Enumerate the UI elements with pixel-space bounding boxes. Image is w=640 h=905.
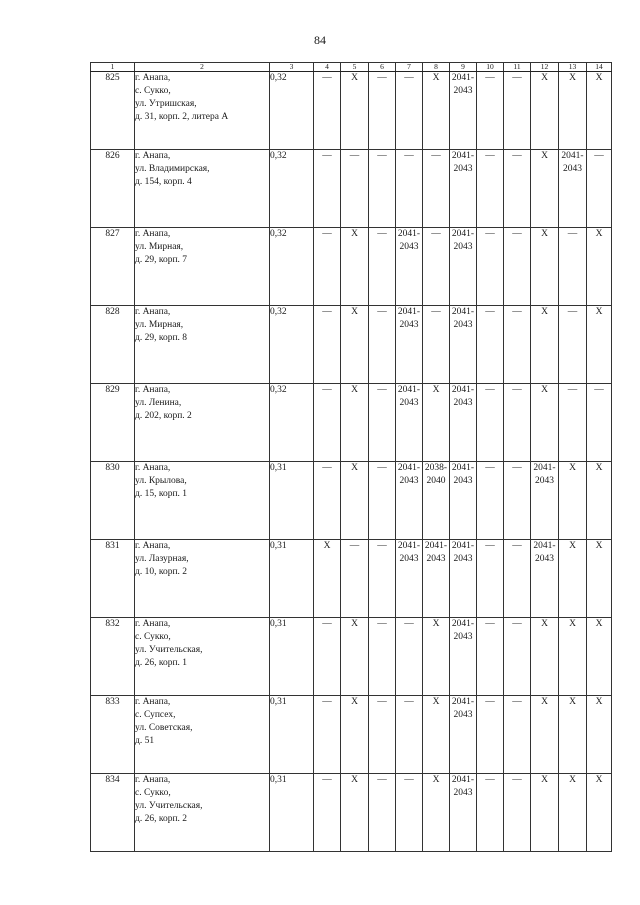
mark-cell: — <box>369 306 396 384</box>
column-header: 3 <box>270 63 314 72</box>
mark-cell: Х <box>423 618 450 696</box>
mark-cell: — <box>504 540 531 618</box>
mark-cell: 2041- 2043 <box>450 72 477 150</box>
mark-cell: — <box>369 72 396 150</box>
mark-cell: — <box>559 384 587 462</box>
address-line: д. 29, корп. 7 <box>135 255 188 265</box>
row-number: 830 <box>91 462 135 540</box>
mark-cell: Х <box>341 462 369 540</box>
row-number: 833 <box>91 696 135 774</box>
mark-cell: — <box>314 618 341 696</box>
row-number: 831 <box>91 540 135 618</box>
mark-cell: 2041- 2043 <box>396 462 423 540</box>
mark-cell: Х <box>587 306 612 384</box>
mark-cell: — <box>396 696 423 774</box>
mark-cell: Х <box>341 618 369 696</box>
mark-cell: — <box>477 774 504 852</box>
mark-cell: — <box>423 150 450 228</box>
address-cell <box>135 384 270 462</box>
register-table <box>90 62 612 852</box>
table-row <box>91 540 612 618</box>
mark-cell: Х <box>587 462 612 540</box>
mark-cell: 2041- 2043 <box>450 540 477 618</box>
address-line: д. 26, корп. 1 <box>135 658 188 668</box>
row-number: 832 <box>91 618 135 696</box>
address-line: д. 29, корп. 8 <box>135 333 188 343</box>
column-header: 11 <box>504 63 531 72</box>
row-number: 827 <box>91 228 135 306</box>
mark-cell: 2041- 2043 <box>450 306 477 384</box>
area-value: 0,32 <box>270 306 314 384</box>
mark-cell: Х <box>559 774 587 852</box>
address-line: г. Анапа, <box>135 151 171 161</box>
mark-cell: 2041- 2043 <box>396 306 423 384</box>
mark-cell: Х <box>531 696 559 774</box>
table-row <box>91 306 612 384</box>
column-header: 6 <box>369 63 396 72</box>
address-line: с. Супсех, <box>135 710 176 720</box>
address-line: д. 51 <box>135 736 155 746</box>
address-line: ул. Ленина, <box>135 398 182 408</box>
mark-cell: Х <box>341 228 369 306</box>
address-line: г. Анапа, <box>135 229 171 239</box>
row-number: 828 <box>91 306 135 384</box>
mark-cell: 2041- 2043 <box>396 228 423 306</box>
table-row <box>91 774 612 852</box>
address-line: д. 15, корп. 1 <box>135 489 188 499</box>
mark-cell: Х <box>559 72 587 150</box>
mark-cell: — <box>504 228 531 306</box>
mark-cell: — <box>369 150 396 228</box>
mark-cell: — <box>369 540 396 618</box>
mark-cell: — <box>314 306 341 384</box>
area-value: 0,31 <box>270 462 314 540</box>
mark-cell: Х <box>531 228 559 306</box>
address-cell <box>135 72 270 150</box>
mark-cell: — <box>314 384 341 462</box>
row-number: 829 <box>91 384 135 462</box>
address-cell <box>135 228 270 306</box>
table-row <box>91 462 612 540</box>
mark-cell: Х <box>423 384 450 462</box>
address-cell <box>135 696 270 774</box>
mark-cell: — <box>477 696 504 774</box>
mark-cell: 2041- 2043 <box>450 462 477 540</box>
mark-cell: — <box>369 774 396 852</box>
mark-cell: Х <box>531 72 559 150</box>
table-row <box>91 384 612 462</box>
mark-cell: — <box>369 462 396 540</box>
address-cell <box>135 618 270 696</box>
table-row <box>91 696 612 774</box>
mark-cell: 2041- 2043 <box>450 774 477 852</box>
mark-cell: — <box>369 384 396 462</box>
mark-cell: 2041- 2043 <box>423 540 450 618</box>
mark-cell: — <box>504 618 531 696</box>
address-cell <box>135 306 270 384</box>
address-cell <box>135 774 270 852</box>
area-value: 0,31 <box>270 774 314 852</box>
mark-cell: 2041- 2043 <box>450 150 477 228</box>
address-line: ул. Утришская, <box>135 99 197 109</box>
address-line: г. Анапа, <box>135 541 171 551</box>
column-header: 1 <box>91 63 135 72</box>
mark-cell: 2041- 2043 <box>450 228 477 306</box>
mark-cell: — <box>559 306 587 384</box>
address-line: д. 202, корп. 2 <box>135 411 192 421</box>
mark-cell: 2041- 2043 <box>396 384 423 462</box>
mark-cell: Х <box>559 540 587 618</box>
mark-cell: Х <box>559 618 587 696</box>
mark-cell: Х <box>423 774 450 852</box>
mark-cell: Х <box>341 696 369 774</box>
address-line: д. 10, корп. 2 <box>135 567 188 577</box>
address-cell <box>135 540 270 618</box>
area-value: 0,31 <box>270 540 314 618</box>
address-line: г. Анапа, <box>135 307 171 317</box>
mark-cell: — <box>477 384 504 462</box>
column-header: 7 <box>396 63 423 72</box>
table-row <box>91 72 612 150</box>
mark-cell: — <box>477 150 504 228</box>
address-line: д. 31, корп. 2, литера А <box>135 112 229 122</box>
table-row <box>91 618 612 696</box>
mark-cell: — <box>341 540 369 618</box>
mark-cell: — <box>504 72 531 150</box>
mark-cell: Х <box>587 228 612 306</box>
address-line: ул. Мирная, <box>135 320 184 330</box>
mark-cell: Х <box>531 306 559 384</box>
mark-cell: Х <box>587 618 612 696</box>
address-line: ул. Учительская, <box>135 645 203 655</box>
mark-cell: Х <box>423 696 450 774</box>
mark-cell: Х <box>531 618 559 696</box>
mark-cell: — <box>314 72 341 150</box>
column-header: 12 <box>531 63 559 72</box>
address-line: д. 26, корп. 2 <box>135 814 188 824</box>
address-line: с. Сукко, <box>135 86 171 96</box>
mark-cell: 2041- 2043 <box>450 384 477 462</box>
mark-cell: — <box>587 384 612 462</box>
mark-cell: Х <box>531 774 559 852</box>
mark-cell: — <box>396 774 423 852</box>
column-header: 5 <box>341 63 369 72</box>
column-header: 2 <box>135 63 270 72</box>
mark-cell: — <box>369 228 396 306</box>
address-line: г. Анапа, <box>135 697 171 707</box>
mark-cell: Х <box>587 774 612 852</box>
mark-cell: — <box>504 384 531 462</box>
mark-cell: Х <box>341 774 369 852</box>
mark-cell: — <box>314 696 341 774</box>
mark-cell: Х <box>341 72 369 150</box>
mark-cell: — <box>504 150 531 228</box>
address-line: д. 154, корп. 4 <box>135 177 192 187</box>
mark-cell: — <box>477 618 504 696</box>
mark-cell: Х <box>587 696 612 774</box>
mark-cell: — <box>477 462 504 540</box>
area-value: 0,32 <box>270 72 314 150</box>
address-line: ул. Мирная, <box>135 242 184 252</box>
mark-cell: — <box>504 696 531 774</box>
address-line: ул. Лазурная, <box>135 554 189 564</box>
mark-cell: — <box>587 150 612 228</box>
column-header: 10 <box>477 63 504 72</box>
table-body <box>91 72 612 852</box>
address-line: г. Анапа, <box>135 775 171 785</box>
address-line: ул. Учительская, <box>135 801 203 811</box>
row-number: 826 <box>91 150 135 228</box>
mark-cell: — <box>504 306 531 384</box>
address-cell <box>135 462 270 540</box>
table-row <box>91 150 612 228</box>
mark-cell: Х <box>341 306 369 384</box>
mark-cell: 2038- 2040 <box>423 462 450 540</box>
area-value: 0,32 <box>270 150 314 228</box>
mark-cell: — <box>314 774 341 852</box>
mark-cell: — <box>477 228 504 306</box>
column-header: 8 <box>423 63 450 72</box>
row-number: 834 <box>91 774 135 852</box>
mark-cell: — <box>477 72 504 150</box>
mark-cell: 2041- 2043 <box>450 696 477 774</box>
address-line: г. Анапа, <box>135 619 171 629</box>
row-number: 825 <box>91 72 135 150</box>
area-value: 0,31 <box>270 618 314 696</box>
mark-cell: 2041- 2043 <box>450 618 477 696</box>
mark-cell: — <box>369 618 396 696</box>
address-line: с. Сукко, <box>135 788 171 798</box>
area-value: 0,32 <box>270 384 314 462</box>
address-line: г. Анапа, <box>135 73 171 83</box>
mark-cell: — <box>314 228 341 306</box>
mark-cell: Х <box>587 540 612 618</box>
mark-cell: Х <box>531 384 559 462</box>
area-value: 0,31 <box>270 696 314 774</box>
column-header: 14 <box>587 63 612 72</box>
mark-cell: — <box>559 228 587 306</box>
mark-cell: — <box>396 618 423 696</box>
address-line: с. Сукко, <box>135 632 171 642</box>
header-row <box>91 63 612 72</box>
mark-cell: — <box>396 72 423 150</box>
mark-cell: 2041- 2043 <box>531 462 559 540</box>
mark-cell: — <box>504 774 531 852</box>
address-line: г. Анапа, <box>135 463 171 473</box>
mark-cell: — <box>423 306 450 384</box>
table-row <box>91 228 612 306</box>
mark-cell: Х <box>314 540 341 618</box>
mark-cell: Х <box>531 150 559 228</box>
address-line: г. Анапа, <box>135 385 171 395</box>
mark-cell: — <box>314 462 341 540</box>
mark-cell: — <box>369 696 396 774</box>
mark-cell: 2041- 2043 <box>559 150 587 228</box>
column-header: 9 <box>450 63 477 72</box>
mark-cell: — <box>477 540 504 618</box>
column-header: 4 <box>314 63 341 72</box>
mark-cell: 2041- 2043 <box>396 540 423 618</box>
mark-cell: — <box>314 150 341 228</box>
column-header: 13 <box>559 63 587 72</box>
mark-cell: — <box>396 150 423 228</box>
mark-cell: Х <box>423 72 450 150</box>
page-number: 84 <box>314 33 326 47</box>
mark-cell: — <box>504 462 531 540</box>
address-line: ул. Крылова, <box>135 476 187 486</box>
mark-cell: — <box>423 228 450 306</box>
mark-cell: 2041- 2043 <box>531 540 559 618</box>
mark-cell: — <box>477 306 504 384</box>
mark-cell: Х <box>559 462 587 540</box>
area-value: 0,32 <box>270 228 314 306</box>
mark-cell: Х <box>559 696 587 774</box>
address-line: ул. Советская, <box>135 723 193 733</box>
address-cell <box>135 150 270 228</box>
mark-cell: Х <box>341 384 369 462</box>
mark-cell: — <box>341 150 369 228</box>
mark-cell: Х <box>587 72 612 150</box>
address-line: ул. Владимирская, <box>135 164 210 174</box>
